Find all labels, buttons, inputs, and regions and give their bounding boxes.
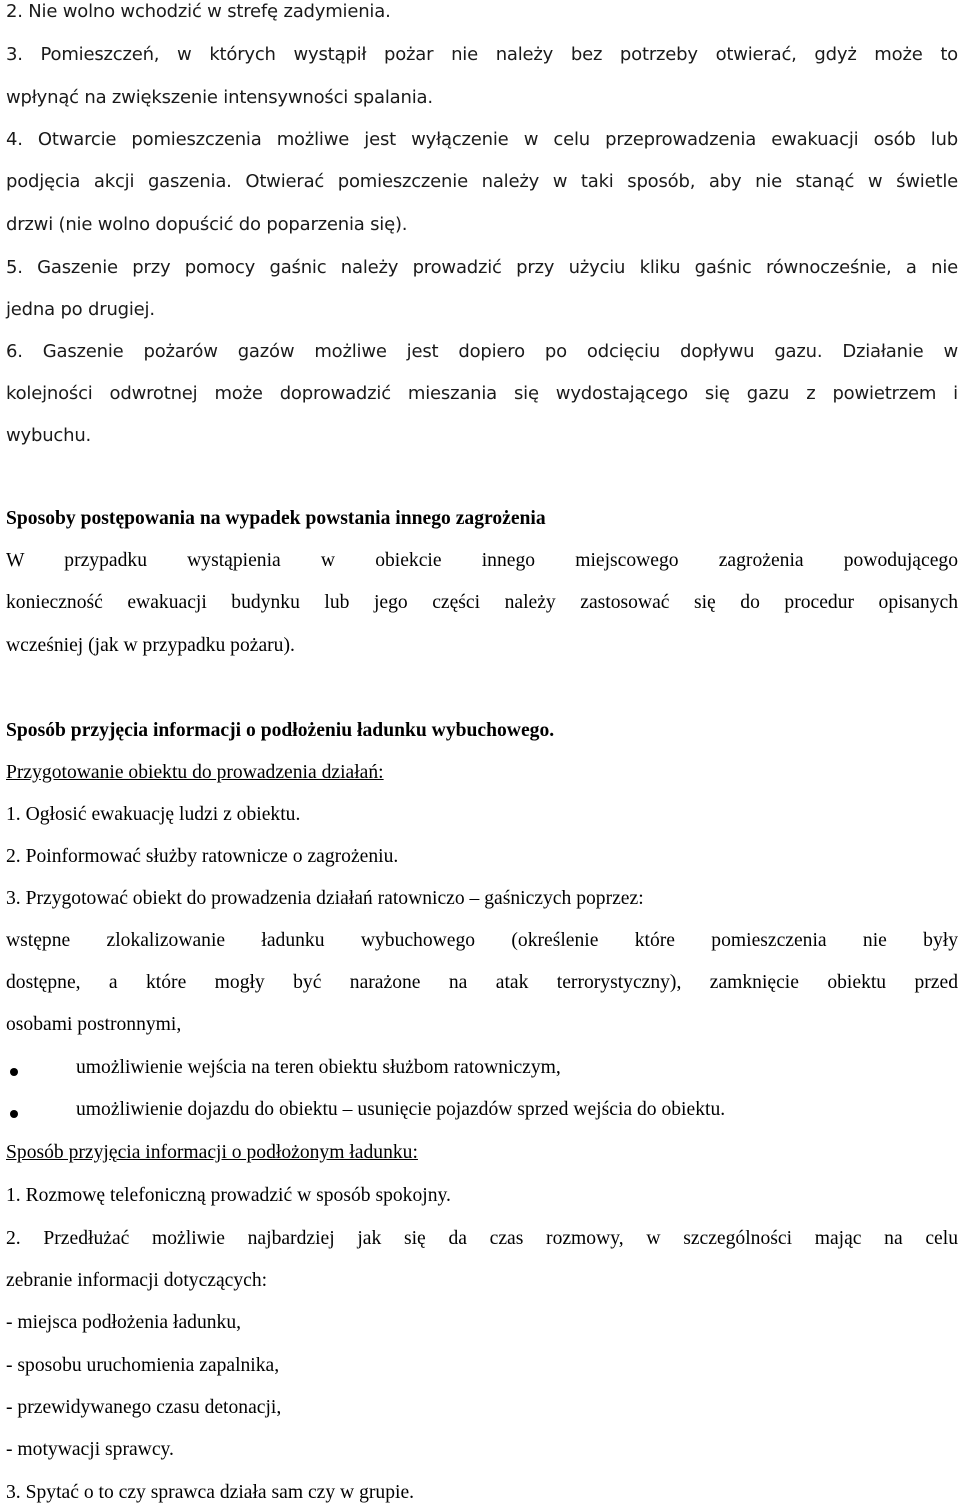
- other-threat-line-2: konieczność ewakuacji budynku lub jego części należy zastosować się do procedur opisanych: [6, 592, 958, 613]
- bomb-prep-para-line-3: osobami postronnymi,: [6, 1014, 182, 1035]
- bomb-bullet-1: umożliwienie wejścia na teren obiektu służbom ratowniczym,: [76, 1057, 561, 1078]
- bomb-call-dash-2: - sposobu uruchomienia zapalnika,: [6, 1355, 280, 1376]
- bomb-call-item-2-line-1: 2. Przedłużać możliwie najbardziej jak się da czas rozmowy, w szczególności mając na celu: [6, 1228, 958, 1249]
- bomb-call-item-3: 3. Spytać o to czy sprawca działa sam czy w grupie.: [6, 1482, 415, 1503]
- bomb-prep-para-line-1: wstępne zlokalizowanie ładunku wybuchowego (określenie które pomieszczenia nie były: [6, 930, 958, 951]
- bomb-heading: Sposób przyjęcia informacji o podłożeniu ładunku wybuchowego.: [6, 720, 555, 741]
- bomb-call-dash-3: - przewidywanego czasu detonacji,: [6, 1397, 282, 1418]
- bullet-dot-2: [10, 1110, 18, 1118]
- fire-item-6-line-2: kolejności odwrotnej może doprowadzić mieszania się wydostającego się gazu z powietrzem i: [6, 383, 958, 404]
- bomb-bullet-2: umożliwienie dojazdu do obiektu – usunięcie pojazdów sprzed wejścia do obiektu.: [76, 1099, 726, 1120]
- bullet-dot-1: [10, 1068, 18, 1076]
- bomb-call-item-1: 1. Rozmowę telefoniczną prowadzić w sposób spokojny.: [6, 1185, 451, 1206]
- fire-item-6-line-1: 6. Gaszenie pożarów gazów możliwe jest dopiero po odcięciu dopływu gazu. Działanie w: [6, 341, 958, 362]
- bomb-subheading-call: Sposób przyjęcia informacji o podłożonym ładunku:: [6, 1142, 418, 1163]
- bomb-prep-item-3: 3. Przygotować obiekt do prowadzenia działań ratowniczo – gaśniczych poprzez:: [6, 888, 644, 909]
- fire-item-5-line-2: jedna po drugiej.: [6, 299, 155, 320]
- bomb-prep-item-1: 1. Ogłosić ewakuację ludzi z obiektu.: [6, 804, 301, 825]
- fire-item-3-line-2: wpłynąć na zwiększenie intensywności spalania.: [6, 87, 433, 108]
- fire-item-3-line-1: 3. Pomieszczeń, w których wystąpił pożar nie należy bez potrzeby otwierać, gdyż może to: [6, 44, 958, 65]
- fire-item-2: 2. Nie wolno wchodzić w strefę zadymienia.: [6, 1, 391, 22]
- bomb-call-dash-1: - miejsca podłożenia ładunku,: [6, 1312, 242, 1333]
- bomb-prep-para-line-2: dostępne, a które mogły być narażone na atak terrorystyczny), zamknięcie obiektu przed: [6, 972, 958, 993]
- fire-item-4-line-3: drzwi (nie wolno dopuścić do poparzenia się).: [6, 214, 408, 235]
- other-threat-line-3: wcześniej (jak w przypadku pożaru).: [6, 635, 295, 656]
- fire-item-4-line-1: 4. Otwarcie pomieszczenia możliwe jest wyłączenie w celu przeprowadzenia ewakuacji osób lub: [6, 129, 958, 150]
- other-threat-line-1: W przypadku wystąpienia w obiekcie innego miejscowego zagrożenia powodującego: [6, 550, 958, 571]
- bomb-subheading-preparation: Przygotowanie obiektu do prowadzenia działań:: [6, 762, 384, 783]
- bomb-call-item-2-line-2: zebranie informacji dotyczących:: [6, 1270, 268, 1291]
- other-threat-heading: Sposoby postępowania na wypadek powstania innego zagrożenia: [6, 508, 546, 529]
- fire-item-4-line-2: podjęcia akcji gaszenia. Otwierać pomieszczenie należy w taki sposób, aby nie stanąć w świetle: [6, 171, 958, 192]
- fire-item-6-line-3: wybuchu.: [6, 425, 92, 446]
- bomb-prep-item-2: 2. Poinformować służby ratownicze o zagrożeniu.: [6, 846, 399, 867]
- bomb-call-dash-4: - motywacji sprawcy.: [6, 1439, 174, 1460]
- fire-item-5-line-1: 5. Gaszenie przy pomocy gaśnic należy prowadzić przy użyciu kliku gaśnic równocześnie, a nie: [6, 257, 958, 278]
